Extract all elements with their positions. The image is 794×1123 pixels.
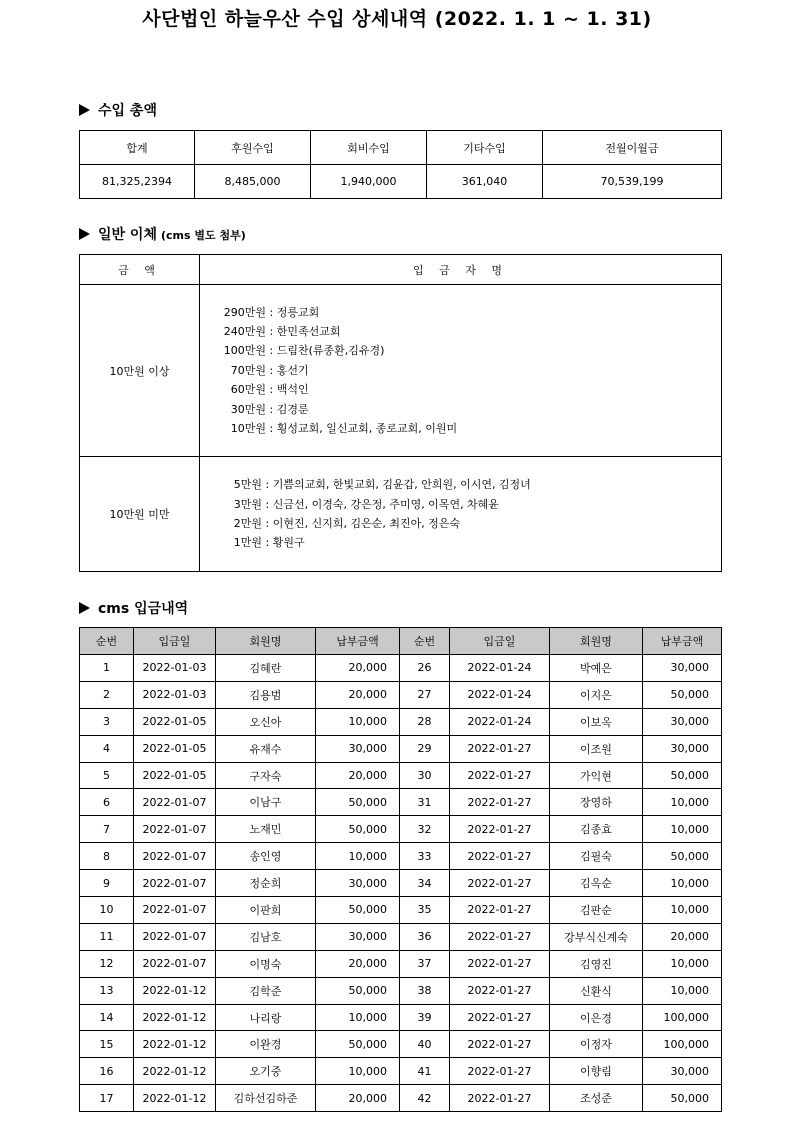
table-cell: 이완경 <box>216 1031 316 1058</box>
table-cell: 2022-01-27 <box>450 950 550 977</box>
table-cell: 구자숙 <box>216 762 316 789</box>
table-cell: 50,000 <box>643 681 722 708</box>
donor-line: 70만원 : 홍선기 <box>230 363 309 377</box>
table-cell: 50,000 <box>316 897 400 924</box>
cms-header-cell: 납부금액 <box>316 628 400 655</box>
cms-table <box>79 627 722 1112</box>
table-cell: 50,000 <box>316 977 400 1004</box>
general-group-row <box>80 285 722 457</box>
table-cell: 9 <box>80 870 134 897</box>
table-cell: 이남구 <box>216 789 316 816</box>
table-cell: 10,000 <box>643 816 722 843</box>
table-cell: 김학준 <box>216 977 316 1004</box>
table-cell: 2022-01-12 <box>134 1031 216 1058</box>
table-cell: 2022-01-05 <box>134 735 216 762</box>
table-cell: 6 <box>80 789 134 816</box>
table-row <box>80 1004 722 1031</box>
table-cell: 김하선김하준 <box>216 1085 316 1112</box>
table-cell: 2022-01-27 <box>450 1085 550 1112</box>
table-cell: 정순희 <box>216 870 316 897</box>
table-cell: 2022-01-07 <box>134 843 216 870</box>
table-cell: 2022-01-27 <box>450 923 550 950</box>
page-title: 사단법인 하늘우산 수입 상세내역 (2022. 1. 1 ~ 1. 31) <box>142 8 652 30</box>
table-cell: 12 <box>80 950 134 977</box>
table-cell: 신환식 <box>550 977 643 1004</box>
table-row <box>80 1031 722 1058</box>
table-cell: 노재민 <box>216 816 316 843</box>
table-cell: 30,000 <box>643 1058 722 1085</box>
table-cell: 8 <box>80 843 134 870</box>
table-cell: 10,000 <box>316 1058 400 1085</box>
table-row <box>80 789 722 816</box>
table-cell: 2022-01-27 <box>450 897 550 924</box>
table-cell: 김판순 <box>550 897 643 924</box>
table-cell: 39 <box>400 1004 450 1031</box>
table-cell: 26 <box>400 655 450 682</box>
table-cell: 이조원 <box>550 735 643 762</box>
general-donor-list <box>200 285 722 457</box>
table-cell: 2022-01-12 <box>134 1004 216 1031</box>
table-cell: 2022-01-27 <box>450 1031 550 1058</box>
table-cell: 27 <box>400 681 450 708</box>
donor-line: 30만원 : 김경룬 <box>230 402 309 416</box>
table-cell: 오기중 <box>216 1058 316 1085</box>
summary-header-cell: 합계 <box>80 131 195 165</box>
donor-line: 10만원 : 횡성교회, 일신교회, 종로교회, 이원미 <box>230 422 458 436</box>
table-cell: 30,000 <box>316 923 400 950</box>
donor-line: 1만원 : 황원구 <box>233 536 305 550</box>
table-cell: 34 <box>400 870 450 897</box>
table-cell: 40 <box>400 1031 450 1058</box>
general-header-cell: 입 금 자 명 <box>200 255 722 285</box>
triangle-bullet-icon <box>79 602 90 614</box>
summary-table <box>79 130 722 199</box>
table-row <box>80 762 722 789</box>
table-cell: 2022-01-07 <box>134 923 216 950</box>
table-cell: 2022-01-27 <box>450 843 550 870</box>
table-cell: 20,000 <box>316 762 400 789</box>
table-cell: 2 <box>80 681 134 708</box>
table-cell: 14 <box>80 1004 134 1031</box>
donor-line: 240만원 : 한민족선교회 <box>223 324 341 338</box>
table-cell: 2022-01-03 <box>134 655 216 682</box>
table-row <box>80 843 722 870</box>
summary-value-cell: 361,040 <box>427 165 543 199</box>
table-cell: 10,000 <box>316 1004 400 1031</box>
table-cell: 30,000 <box>316 735 400 762</box>
table-cell: 이판희 <box>216 897 316 924</box>
table-cell: 100,000 <box>643 1031 722 1058</box>
table-row <box>80 655 722 682</box>
cms-header-cell: 납부금액 <box>643 628 722 655</box>
table-cell: 이은경 <box>550 1004 643 1031</box>
summary-value-cell: 8,485,000 <box>195 165 311 199</box>
summary-header-cell: 후원수입 <box>195 131 311 165</box>
table-cell: 김옥순 <box>550 870 643 897</box>
table-cell: 김종효 <box>550 816 643 843</box>
table-cell: 10,000 <box>643 789 722 816</box>
table-cell: 박예은 <box>550 655 643 682</box>
summary-value-cell: 81,325,2394 <box>80 165 195 199</box>
table-cell: 50,000 <box>643 843 722 870</box>
table-cell: 이향림 <box>550 1058 643 1085</box>
table-cell: 2022-01-27 <box>450 870 550 897</box>
general-note: (cms 별도 첨부) <box>160 229 246 242</box>
table-cell: 2022-01-27 <box>450 762 550 789</box>
table-cell: 13 <box>80 977 134 1004</box>
table-cell: 10,000 <box>643 950 722 977</box>
table-row <box>80 1058 722 1085</box>
general-group-row <box>80 457 722 572</box>
summary-header-row <box>80 131 722 165</box>
table-cell: 50,000 <box>316 816 400 843</box>
donor-line: 2만원 : 이현진, 신지희, 김은순, 최진아, 정은숙 <box>233 517 461 530</box>
table-cell: 38 <box>400 977 450 1004</box>
table-cell: 2022-01-07 <box>134 870 216 897</box>
table-cell: 20,000 <box>316 1085 400 1112</box>
table-cell: 2022-01-05 <box>134 708 216 735</box>
table-cell: 20,000 <box>316 655 400 682</box>
triangle-bullet-icon <box>79 104 90 116</box>
table-cell: 송인영 <box>216 843 316 870</box>
table-row <box>80 708 722 735</box>
table-cell: 10,000 <box>643 977 722 1004</box>
table-cell: 33 <box>400 843 450 870</box>
general-header-row <box>80 255 722 285</box>
table-row <box>80 1085 722 1112</box>
summary-value-cell: 1,940,000 <box>311 165 427 199</box>
table-cell: 32 <box>400 816 450 843</box>
table-cell: 2022-01-24 <box>450 655 550 682</box>
table-cell: 31 <box>400 789 450 816</box>
summary-heading-text: 수입 총액 <box>98 103 157 119</box>
table-cell: 15 <box>80 1031 134 1058</box>
table-cell: 5 <box>80 762 134 789</box>
table-cell: 10,000 <box>643 897 722 924</box>
table-cell: 김용범 <box>216 681 316 708</box>
table-cell: 1 <box>80 655 134 682</box>
table-cell: 이보옥 <box>550 708 643 735</box>
cms-header-cell: 회원명 <box>550 628 643 655</box>
general-donor-list <box>200 457 722 572</box>
table-row <box>80 816 722 843</box>
table-cell: 가익현 <box>550 762 643 789</box>
table-cell: 조성준 <box>550 1085 643 1112</box>
general-table <box>79 254 722 572</box>
table-cell: 2022-01-12 <box>134 1058 216 1085</box>
table-cell: 나리랑 <box>216 1004 316 1031</box>
table-cell: 37 <box>400 950 450 977</box>
table-cell: 16 <box>80 1058 134 1085</box>
summary-header-cell: 회비수입 <box>311 131 427 165</box>
table-cell: 유재수 <box>216 735 316 762</box>
table-cell: 2022-01-27 <box>450 1004 550 1031</box>
table-cell: 50,000 <box>643 762 722 789</box>
table-row <box>80 977 722 1004</box>
summary-header-cell: 기타수입 <box>427 131 543 165</box>
table-cell: 41 <box>400 1058 450 1085</box>
table-cell: 30,000 <box>643 655 722 682</box>
table-cell: 2022-01-27 <box>450 816 550 843</box>
table-cell: 42 <box>400 1085 450 1112</box>
table-cell: 100,000 <box>643 1004 722 1031</box>
table-cell: 10,000 <box>316 708 400 735</box>
table-row <box>80 735 722 762</box>
table-cell: 20,000 <box>316 681 400 708</box>
table-cell: 김영진 <box>550 950 643 977</box>
table-cell: 2022-01-07 <box>134 897 216 924</box>
table-cell: 오신아 <box>216 708 316 735</box>
table-cell: 김필숙 <box>550 843 643 870</box>
donor-line: 100만원 : 드림찬(류종환,김유경) <box>223 344 385 358</box>
table-cell: 35 <box>400 897 450 924</box>
table-cell: 김혜란 <box>216 655 316 682</box>
table-cell: 2022-01-05 <box>134 762 216 789</box>
table-cell: 이명숙 <box>216 950 316 977</box>
cms-table-body <box>80 655 722 1112</box>
table-cell: 7 <box>80 816 134 843</box>
table-cell: 10,000 <box>316 843 400 870</box>
cms-header-cell: 순번 <box>400 628 450 655</box>
table-cell: 2022-01-07 <box>134 950 216 977</box>
table-row <box>80 897 722 924</box>
table-cell: 30 <box>400 762 450 789</box>
table-cell: 20,000 <box>316 950 400 977</box>
table-cell: 50,000 <box>316 1031 400 1058</box>
table-row <box>80 923 722 950</box>
summary-heading <box>79 100 157 120</box>
table-cell: 2022-01-24 <box>450 681 550 708</box>
cms-header-cell: 회원명 <box>216 628 316 655</box>
general-heading-text: 일반 이체 <box>98 227 157 243</box>
table-cell: 2022-01-24 <box>450 708 550 735</box>
table-cell: 2022-01-07 <box>134 789 216 816</box>
cms-header-cell: 입금일 <box>134 628 216 655</box>
general-group-label: 10만원 미만 <box>80 457 200 572</box>
table-cell: 이정자 <box>550 1031 643 1058</box>
summary-value-row <box>80 165 722 199</box>
table-row <box>80 681 722 708</box>
cms-heading <box>79 598 188 618</box>
summary-value-cell: 70,539,199 <box>543 165 722 199</box>
table-cell: 2022-01-12 <box>134 977 216 1004</box>
table-cell: 10,000 <box>643 870 722 897</box>
table-row <box>80 950 722 977</box>
table-cell: 이지은 <box>550 681 643 708</box>
table-cell: 2022-01-27 <box>450 1058 550 1085</box>
table-cell: 장영하 <box>550 789 643 816</box>
general-heading <box>79 224 246 244</box>
triangle-bullet-icon <box>79 228 90 240</box>
table-cell: 10 <box>80 897 134 924</box>
general-header-cell: 금 액 <box>80 255 200 285</box>
table-cell: 28 <box>400 708 450 735</box>
donor-line: 60만원 : 백석인 <box>230 383 309 397</box>
table-cell: 2022-01-27 <box>450 735 550 762</box>
cms-header-row <box>80 628 722 655</box>
summary-header-cell: 전월이월금 <box>543 131 722 165</box>
table-row <box>80 870 722 897</box>
table-cell: 2022-01-03 <box>134 681 216 708</box>
donor-line: 5만원 : 기쁨의교회, 한빛교회, 김윤갑, 안희원, 이시연, 김정녀 <box>233 478 531 492</box>
table-cell: 17 <box>80 1085 134 1112</box>
table-cell: 50,000 <box>643 1085 722 1112</box>
table-cell: 30,000 <box>643 735 722 762</box>
table-cell: 11 <box>80 923 134 950</box>
table-cell: 2022-01-27 <box>450 977 550 1004</box>
table-cell: 4 <box>80 735 134 762</box>
donor-line: 290만원 : 정릉교회 <box>223 305 320 319</box>
cms-header-cell: 순번 <box>80 628 134 655</box>
cms-header-cell: 입금일 <box>450 628 550 655</box>
table-cell: 2022-01-27 <box>450 789 550 816</box>
table-cell: 36 <box>400 923 450 950</box>
donor-line: 3만원 : 신금선, 이경숙, 강은정, 주미영, 이목연, 차혜윤 <box>233 497 499 511</box>
table-cell: 30,000 <box>643 708 722 735</box>
table-cell: 3 <box>80 708 134 735</box>
table-cell: 강부식신계숙 <box>550 923 643 950</box>
table-cell: 김남호 <box>216 923 316 950</box>
table-cell: 20,000 <box>643 923 722 950</box>
table-cell: 2022-01-07 <box>134 816 216 843</box>
table-cell: 50,000 <box>316 789 400 816</box>
table-cell: 2022-01-12 <box>134 1085 216 1112</box>
cms-heading-text: cms 입금내역 <box>98 601 189 617</box>
table-cell: 29 <box>400 735 450 762</box>
general-group-label: 10만원 이상 <box>80 285 200 457</box>
table-cell: 30,000 <box>316 870 400 897</box>
